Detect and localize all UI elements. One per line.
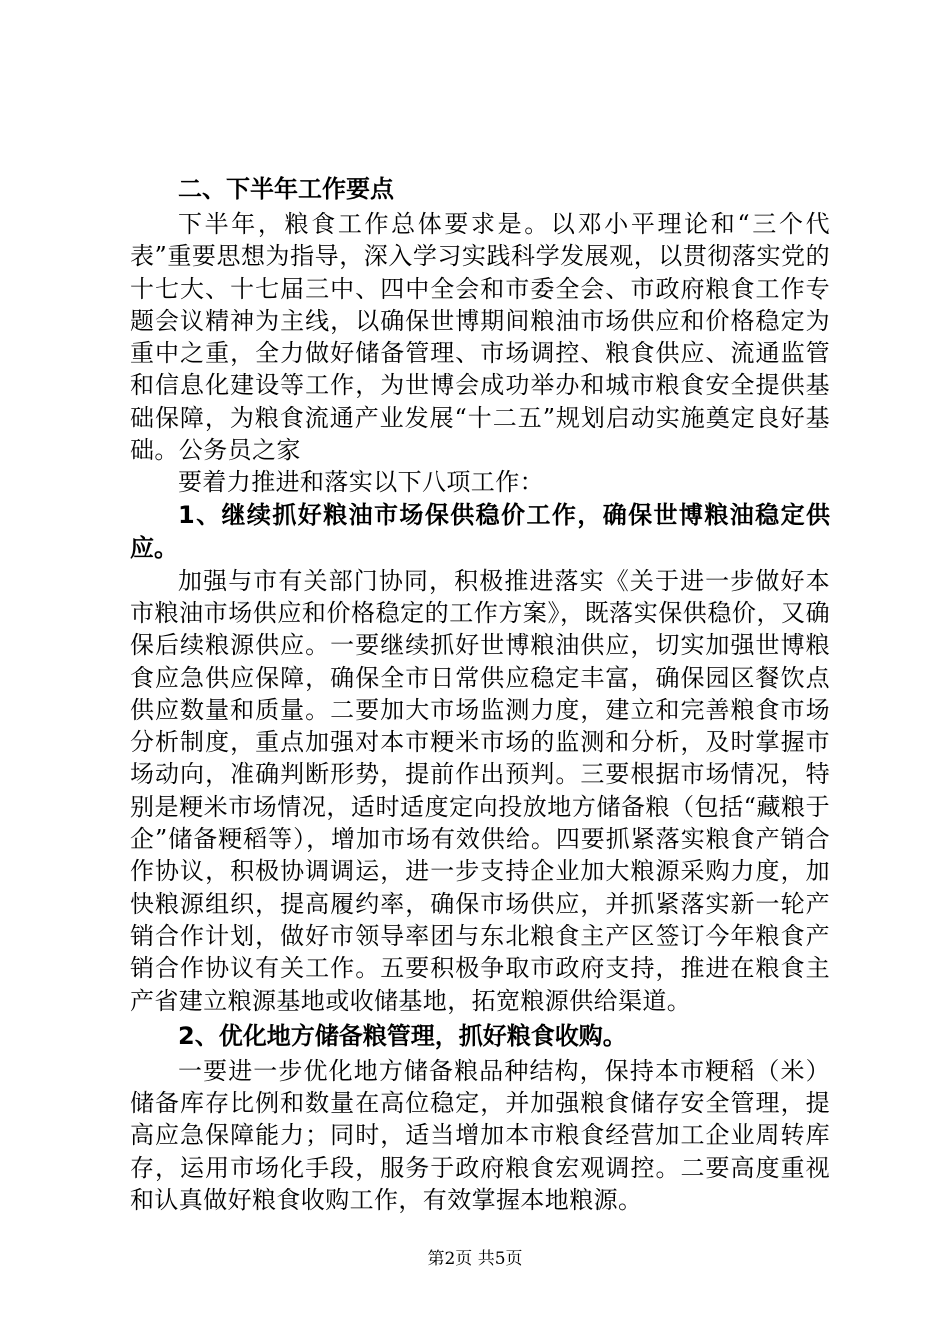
- section-heading: 二、下半年工作要点: [178, 175, 394, 203]
- item1-heading: 1、继续抓好粮油市场保供稳价工作，确保世博粮油稳定供应。: [130, 500, 830, 562]
- item2-body: 一要进一步优化地方储备粮品种结构，保持本市粳稻（米）储备库存比例和数量在高位稳定，并加强粮食储存安全管理，提高应急保障能力；同时，适当增加本市粮食经营加工企业周转库存，运用市场化手段，服务于政府粮食宏观调控。二要高度重视和认真做好粮食收购工作，有效掌握本地粮源。: [130, 1056, 830, 1215]
- item1-body: 加强与市有关部门协同，积极推进落实《关于进一步做好本市粮油市场供应和价格稳定的工作方案》，既落实保供稳价，又确保后续粮源供应。一要继续抓好世博粮油供应，切实加强世博粮食应急供应保障，确保全市日常供应稳定丰富，确保园区餐饮点供应数量和质量。二要加大市场监测力度，建立和完善粮食市场分析制度，重点加强对本市粳米市场的监测和分析，及时掌握市场动向，准确判断形势，提前作出预判。三要根据市场情况，特别是粳米市场情况，适时适度定向投放地方储备粮（包括“藏粮于企”储备粳稻等），增加市场有效供给。四要抓紧落实粮食产销合作协议，积极协调调运，进一步支持企业加大粮源采购力度，加快粮源组织，提高履约率，确保市场供应，并抓紧落实新一轮产销合作计划，做好市领导率团与东北粮食主产区签订今年粮食产销合作协议有关工作。五要积极争取市政府支持，推进在粮食主产省建立粮源基地或收储基地，拓宽粮源供给渠道。: [130, 566, 830, 1015]
- page-footer: 第2页 共5页: [427, 1249, 523, 1269]
- lead-in-paragraph: 要着力推进和落实以下八项工作：: [178, 468, 544, 497]
- document-body: [130, 170, 830, 1216]
- intro-paragraph: 下半年，粮食工作总体要求是。以邓小平理论和“三个代表”重要思想为指导，深入学习实践科学发展观，以贯彻落实党的十七大、十七届三中、四中全会和市委全会、市政府粮食工作专题会议精神为主线，以确保世博期间粮油市场供应和价格稳定为重中之重，全力做好储备管理、市场调控、粮食供应、流通监管和信息化建设等工作，为世博会成功举办和城市粮食安全提供基础保障，为粮食流通产业发展“十二五”规划启动实施奠定良好基础。公务员之家: [130, 210, 830, 465]
- item2-heading: 2、优化地方储备粮管理，抓好粮食收购。: [178, 1021, 627, 1050]
